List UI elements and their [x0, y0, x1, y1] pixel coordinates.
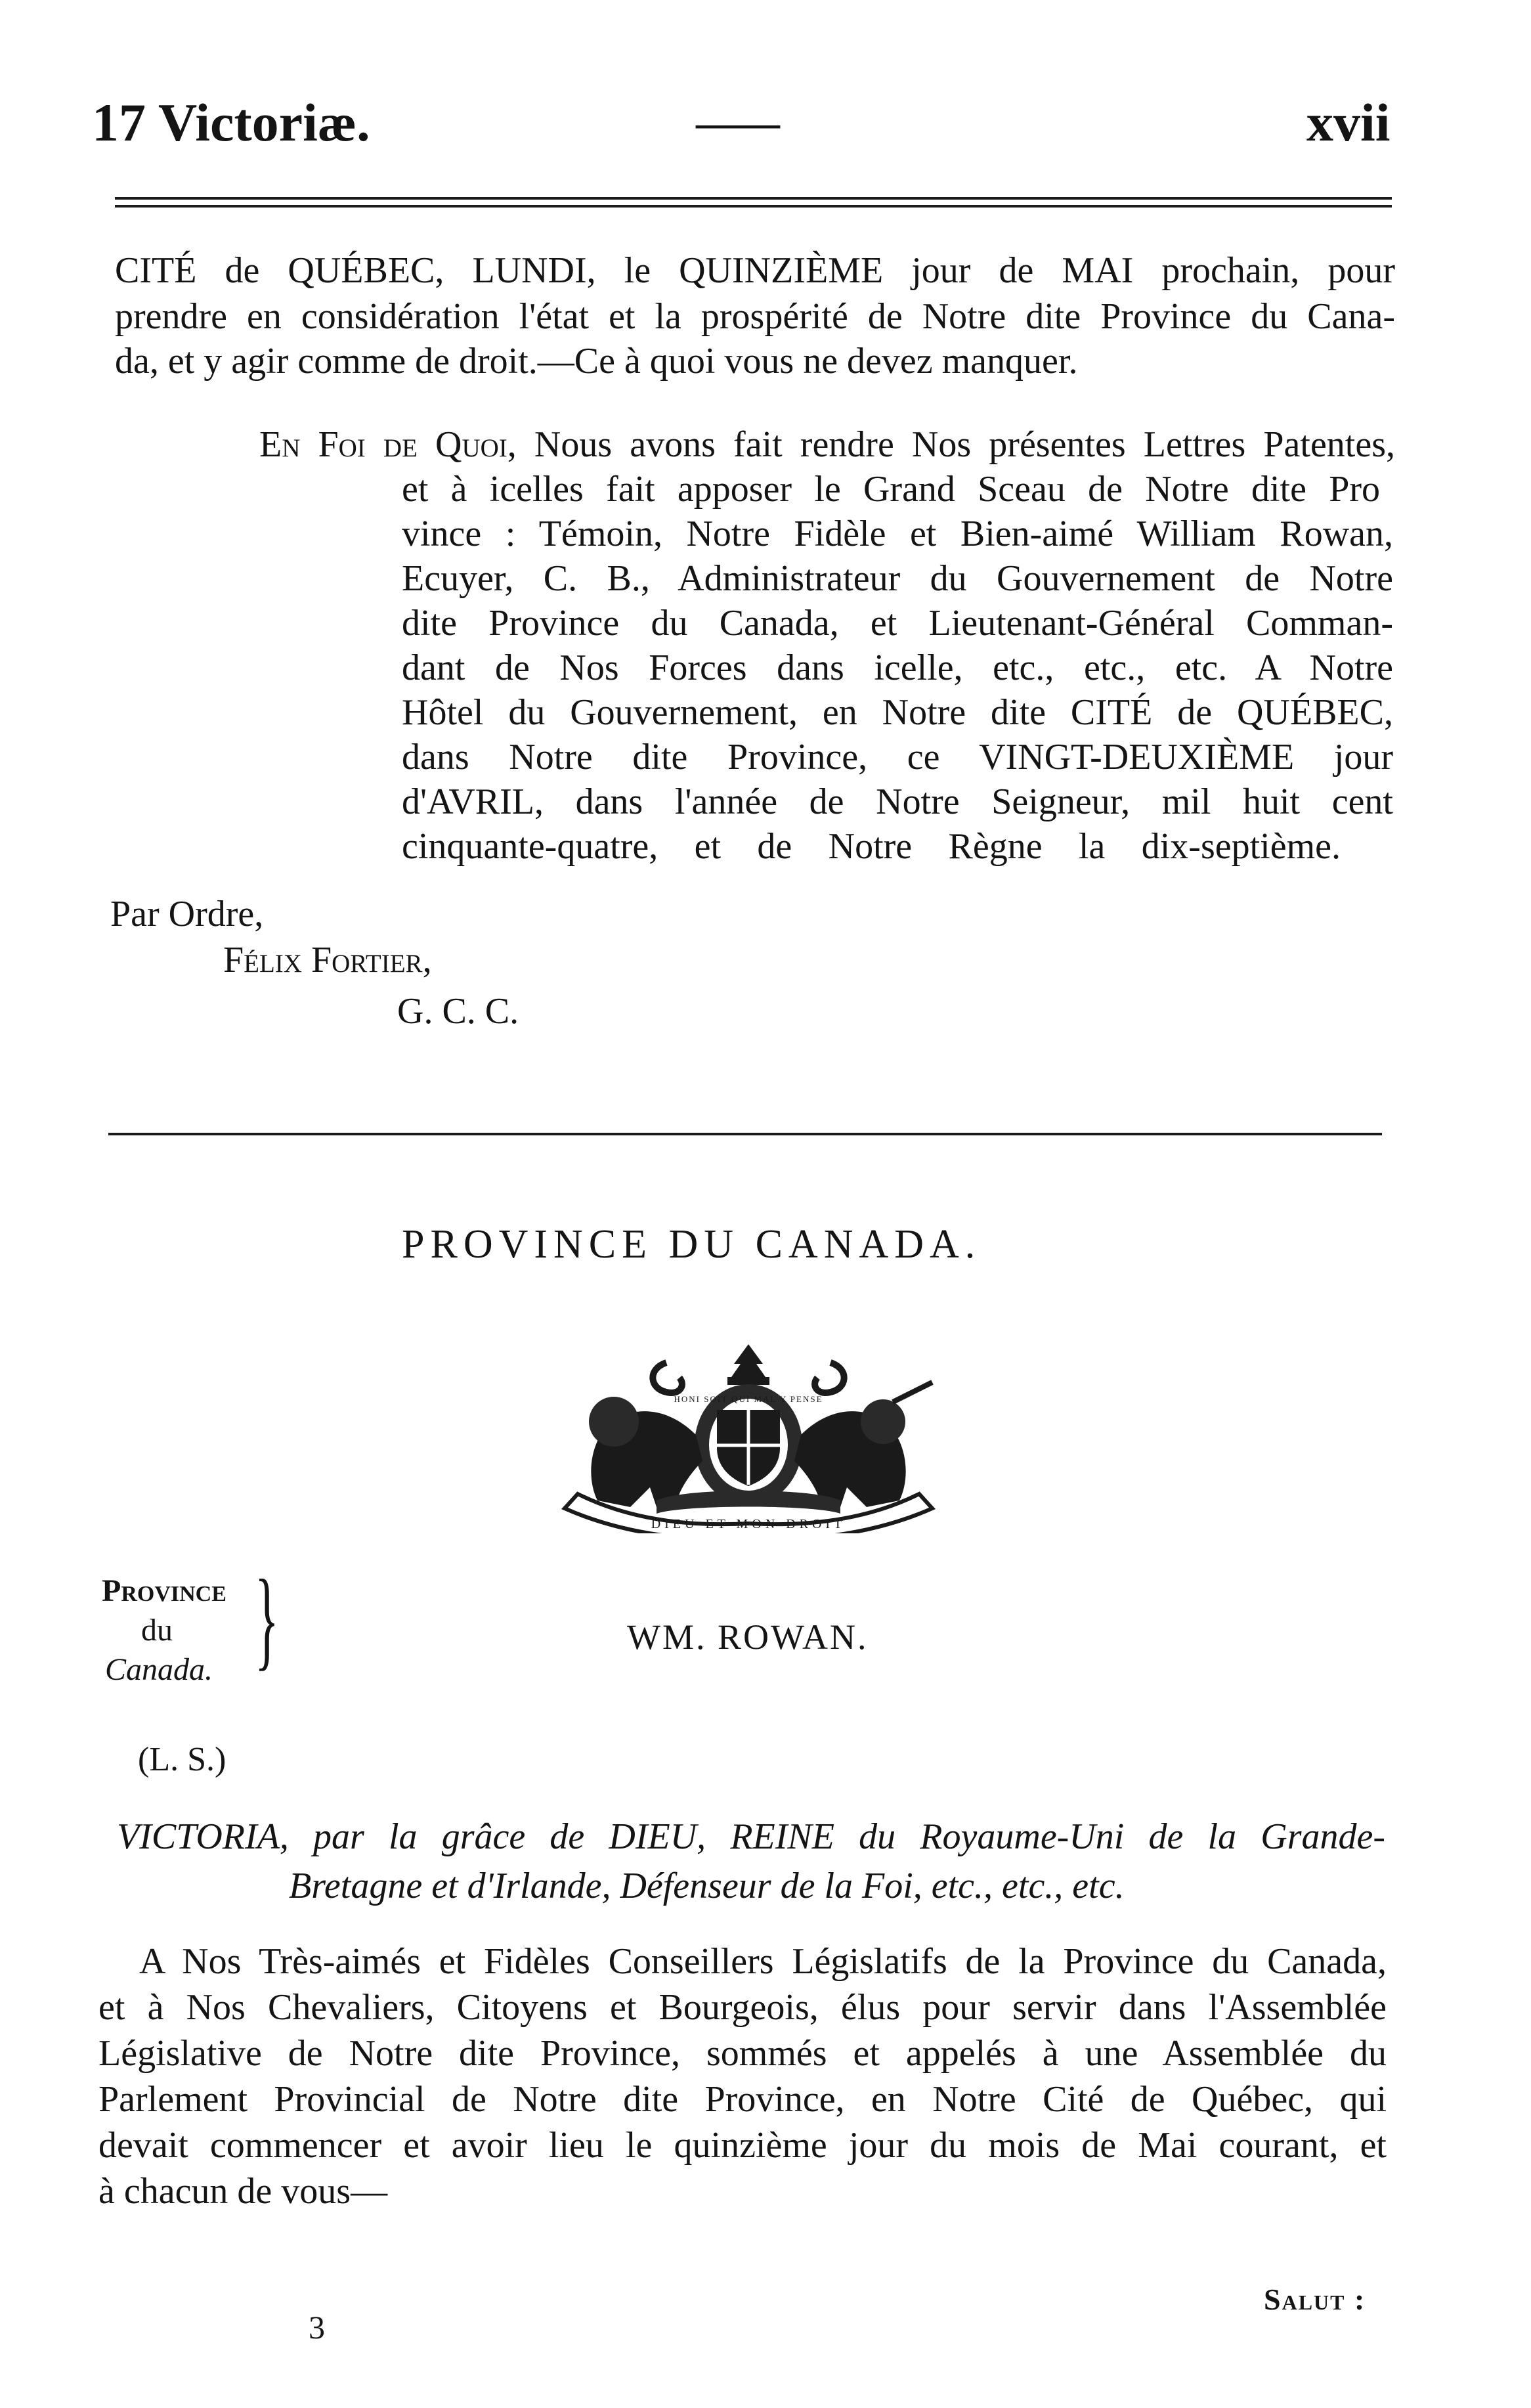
text-line: dans Notre dite Province, ce VINGT-DEUXIÈME jour	[402, 737, 1393, 777]
header-rule-bottom	[115, 205, 1392, 208]
text-line: et à icelles fait apposer le Grand Sceau de Notre dite Pro	[402, 469, 1380, 510]
header-rule-top	[115, 197, 1392, 200]
royal-coat-of-arms-icon	[551, 1336, 945, 1533]
text-line: cinquante-quatre, et de Notre Règne la dix-septième.	[402, 826, 1341, 867]
proclamation-title-line2: Bretagne et d'Irlande, Défenseur de la Foi, etc., etc., etc.	[289, 1866, 1125, 1906]
text-line: d'AVRIL, dans l'année de Notre Seigneur, mil huit cent	[402, 781, 1393, 822]
par-ordre: Par Ordre,	[110, 894, 264, 934]
catchword: Salut :	[1264, 2283, 1366, 2316]
text-line: Hôtel du Gouvernement, en Notre dite CITÉ de QUÉBEC,	[402, 692, 1393, 733]
text-line: Parlement Provincial de Notre dite Province, en Notre Cité de Québec, qui	[98, 2079, 1387, 2120]
text-line: Ecuyer, C. B., Administrateur du Gouvernement de Notre	[402, 558, 1393, 599]
page-number: xvii	[1306, 93, 1391, 152]
secretary-name: Félix Fortier,	[223, 940, 432, 980]
running-head-center: ——	[696, 99, 780, 146]
proclamation-title-line1: VICTORIA, par la grâce de DIEU, REINE du Royaume-Uni de la Grande-	[117, 1816, 1385, 1857]
witness-lead-rest: Nous avons fait rendre Nos présentes Lettres Patentes,	[516, 424, 1395, 465]
witness-first-line	[259, 424, 1395, 466]
province-label-line2: du	[141, 1613, 173, 1648]
province-brace: }	[255, 1557, 279, 1680]
coat-of-arms-motto: DIEU ET MON DROIT	[651, 1517, 846, 1531]
text-line: prendre en considération l'état et la prospérité de Notre dite Province du Cana-	[115, 296, 1395, 337]
province-label-line3: Canada.	[105, 1652, 213, 1687]
text-line: da, et y agir comme de droit.—Ce à quoi vous ne devez manquer.	[115, 341, 1078, 382]
text-line: à chacun de vous—	[98, 2171, 388, 2212]
section-divider	[108, 1133, 1382, 1135]
secretary-title: G. C. C.	[397, 991, 519, 1032]
seal-label: (L. S.)	[138, 1741, 226, 1778]
province-label-line1: Province	[102, 1573, 226, 1608]
text-line: vince : Témoin, Notre Fidèle et Bien-aimé William Rowan,	[402, 514, 1393, 554]
running-head-left: 17 Victoriæ.	[92, 93, 370, 152]
text-line: dite Province du Canada, et Lieutenant-Général Comman-	[402, 603, 1393, 644]
text-line: CITÉ de QUÉBEC, LUNDI, le QUINZIÈME jour de MAI prochain, pour	[115, 250, 1395, 291]
text-line: dant de Nos Forces dans icelle, etc., etc., etc. A Notre	[402, 647, 1393, 688]
governor-signature: WM. ROWAN.	[627, 1617, 869, 1657]
text-line: Législative de Notre dite Province, sommés et appelés à une Assemblée du	[98, 2033, 1387, 2074]
text-line: devait commencer et avoir lieu le quinzième jour du mois de Mai courant, et	[98, 2125, 1387, 2166]
witness-lead: En Foi de Quoi,	[259, 424, 517, 465]
signature-mark: 3	[309, 2309, 325, 2346]
section-title: PROVINCE DU CANADA.	[402, 1222, 981, 1267]
garter-motto: HONI SOIT QUI MAL Y PENSE	[674, 1394, 823, 1404]
text-line: A Nos Très-aimés et Fidèles Conseillers Législatifs de la Province du Canada,	[139, 1941, 1387, 1982]
text-line: et à Nos Chevaliers, Citoyens et Bourgeois, élus pour servir dans l'Assemblée	[98, 1987, 1387, 2028]
